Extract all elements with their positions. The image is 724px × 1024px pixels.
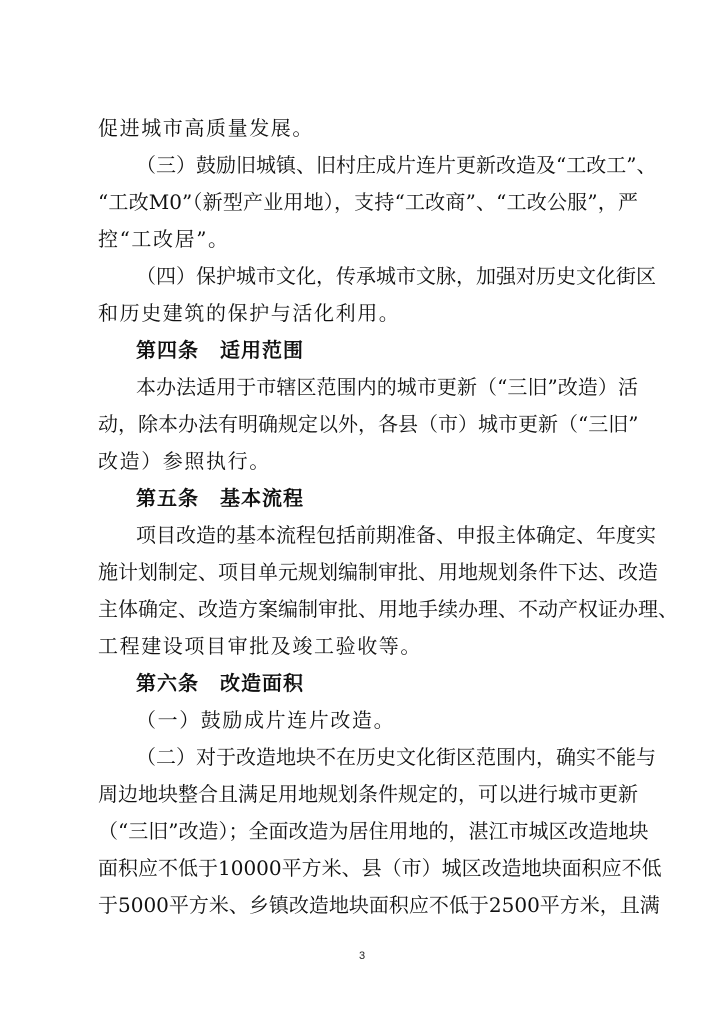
body-text-line: （二）对于改造地块不在历史文化街区范围内，确实不能与 (136, 745, 656, 769)
body-text-line: 施计划制定、项目单元规划编制审批、用地规划条件下达、改造 (98, 560, 658, 584)
body-text-line: 改造）参照执行。 (98, 449, 271, 473)
body-text-line: 主体确定、改造方案编制审批、用地手续办理、不动产权证办理、 (98, 597, 678, 621)
article-heading: 第五条 基本流程 (136, 486, 304, 510)
body-text-line: （四）保护城市文化，传承城市文脉，加强对历史文化街区 (136, 264, 656, 288)
body-text-line: 本办法适用于市辖区范围内的城市更新（“三旧”改造）活 (136, 375, 638, 399)
body-text-line: 项目改造的基本流程包括前期准备、申报主体确定、年度实 (136, 523, 656, 547)
body-text-line: （一）鼓励成片连片改造。 (136, 708, 396, 732)
body-text-line: 工程建设项目审批及竣工验收等。 (98, 634, 422, 658)
body-text-line: 促进城市高质量发展。 (98, 116, 314, 140)
body-text-line: 周边地块整合且满足用地规划条件规定的，可以进行城市更新 (98, 782, 638, 806)
body-text-line: “工改M0”（新型产业用地），支持“工改商”、“工改公服”，严 (98, 190, 638, 214)
body-text-line: （三）鼓励旧城镇、旧村庄成片连片更新改造及“工改工”、 (136, 153, 657, 177)
body-text-line: 于5000平方米、乡镇改造地块面积应不低于2500平方米，且满 (98, 893, 660, 917)
body-text-line: 控“工改居”。 (98, 227, 230, 251)
body-text-line: 动，除本办法有明确规定以外，各县（市）城市更新（“三旧” (98, 412, 639, 436)
body-text-line: （“三旧”改造）；全面改造为居住用地的，湛江市城区改造地块 (98, 819, 649, 843)
page-number: 3 (358, 950, 366, 962)
article-heading: 第四条 适用范围 (136, 338, 304, 362)
article-heading: 第六条 改造面积 (136, 671, 304, 695)
body-text-line: 和历史建筑的保护与活化利用。 (98, 301, 401, 325)
body-text-line: 面积应不低于10000平方米、县（市）城区改造地块面积应不低 (98, 856, 662, 880)
